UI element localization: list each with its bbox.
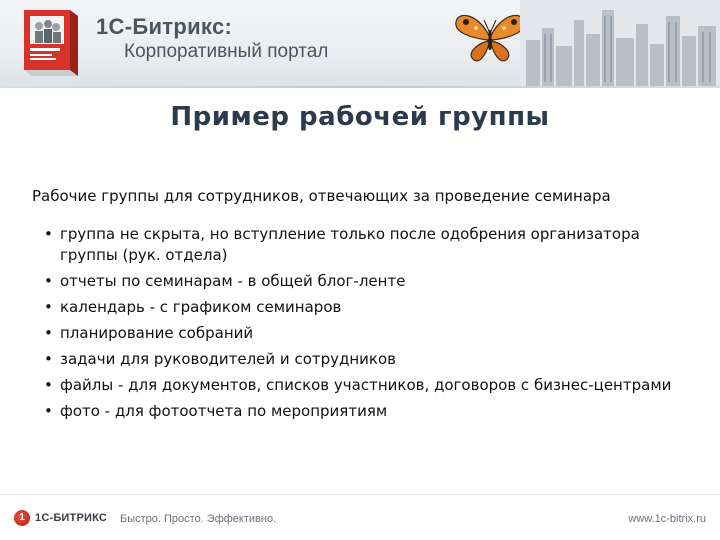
header-divider xyxy=(0,86,720,88)
bullet-marker: • xyxy=(44,272,53,290)
bullet-marker: • xyxy=(44,376,53,394)
footer-logo-text: 1С-БИТРИКС xyxy=(35,512,108,524)
lead-text: Рабочие группы для сотрудников, отвечающих за проведение семинара xyxy=(32,187,611,205)
city-skyline-image xyxy=(520,0,720,86)
bullet-text: группа не скрыта, но вступление только после одобрения организатора группы (рук. отдела) xyxy=(60,225,640,264)
bullet-item xyxy=(44,297,684,318)
footer xyxy=(0,496,720,540)
product-box-image xyxy=(18,6,82,80)
brand-subtitle: Корпоративный портал xyxy=(124,41,329,62)
bullet-marker: • xyxy=(44,324,53,342)
bullet-marker: • xyxy=(44,350,53,368)
footer-logo xyxy=(14,510,107,526)
bullet-text: задачи для руководителей и сотрудников xyxy=(60,350,397,368)
brand-title: 1С-Битрикс: xyxy=(96,14,233,39)
bullet-marker: • xyxy=(44,225,53,243)
footer-slogan: Быстро. Просто. Эффективно. xyxy=(120,513,277,525)
bullet-item xyxy=(44,224,684,266)
bullet-item xyxy=(44,349,684,370)
header-banner xyxy=(0,0,720,86)
bullet-text: фото - для фотоотчета по мероприятиям xyxy=(60,402,388,420)
bullet-list xyxy=(44,224,684,427)
bullet-text: файлы - для документов, списков участников, договоров с бизнес-центрами xyxy=(60,376,672,394)
footer-divider xyxy=(0,494,720,495)
bullet-item xyxy=(44,323,684,344)
brand-block xyxy=(96,14,328,63)
footer-url: www.1c-bitrix.ru xyxy=(628,513,706,525)
bullet-item xyxy=(44,401,684,422)
bullet-marker: • xyxy=(44,402,53,420)
bitrix-logo-icon: 1 xyxy=(14,510,30,526)
bullet-text: календарь - с графиком семинаров xyxy=(60,298,342,316)
slide-title: Пример рабочей группы xyxy=(170,102,550,132)
bullet-item xyxy=(44,375,684,396)
bullet-text: отчеты по семинарам - в общей блог-ленте xyxy=(60,272,406,290)
bullet-marker: • xyxy=(44,298,53,316)
bullet-text: планирование собраний xyxy=(60,324,254,342)
butterfly-image xyxy=(452,8,528,64)
bullet-item xyxy=(44,271,684,292)
